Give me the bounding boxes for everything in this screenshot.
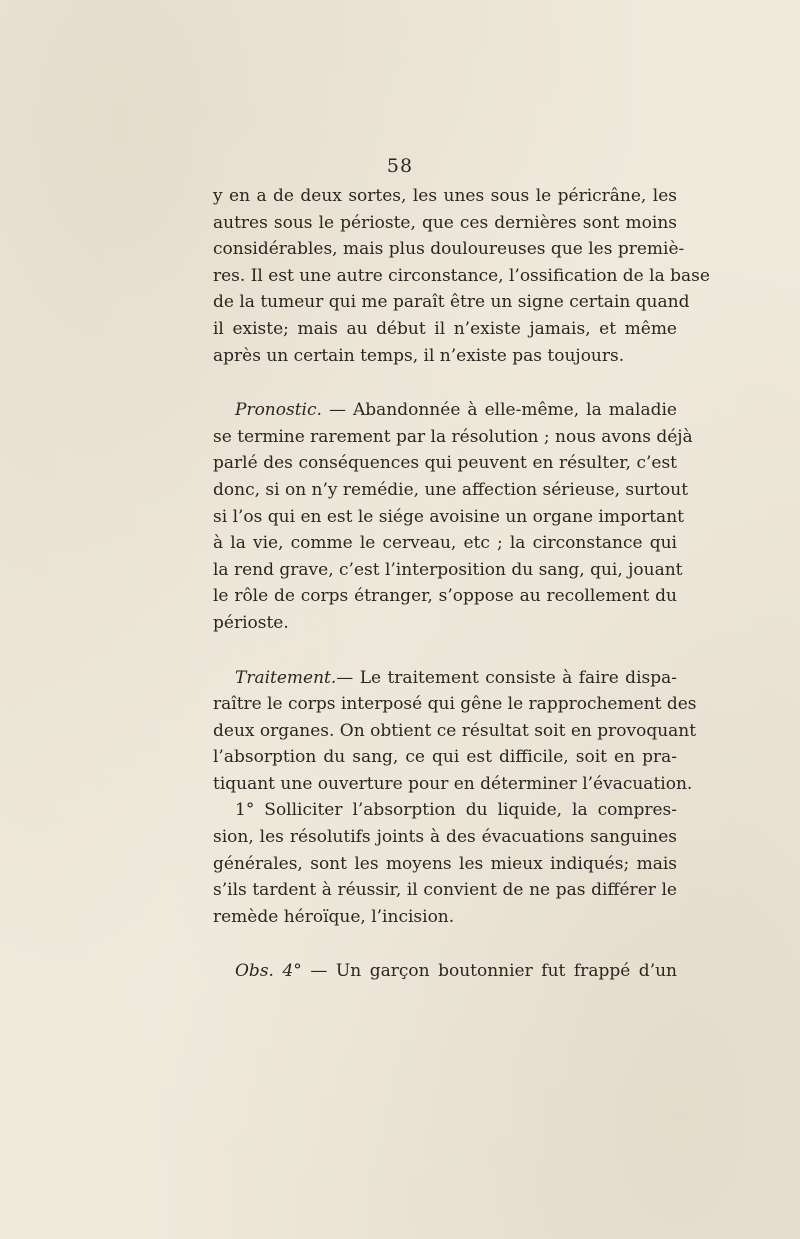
text-line	[213, 397, 677, 424]
text-line: générales, sont les moyens les mieux indiqués; mais	[213, 853, 677, 874]
text-line: s’ils tardent à réussir, il convient de ne pas différer le	[213, 880, 677, 901]
text-line: la rend grave, c’est l’interposition du sang, qui, jouant	[213, 559, 683, 580]
paragraph-solliciter	[213, 797, 677, 930]
text-line	[213, 958, 677, 985]
text-line	[213, 665, 677, 692]
paragraph-traitement	[213, 665, 697, 798]
text-line: il existe; mais au début il n’existe jamais, et même	[213, 318, 677, 339]
text-line: si l’os qui en est le siége avoisine un organe important	[213, 506, 684, 527]
text-line: l’absorption du sang, ce qui est difficile, soit en pra-	[213, 747, 677, 768]
text-line: remède héroïque, l’incision.	[213, 906, 455, 927]
text-line: 1° Solliciter l’absorption du liquide, la compres-	[235, 800, 677, 821]
text-line: considérables, mais plus douloureuses que les premiè-	[213, 239, 685, 260]
text-line: se termine rarement par la résolution ; nous avons déjà	[213, 426, 693, 447]
text-line: autres sous le périoste, que ces dernières sont moins	[213, 212, 677, 233]
section-heading: Pronostic.	[235, 400, 322, 421]
text-fragment: — Le traitement consiste à faire dispa-	[336, 667, 677, 688]
paragraph-intro	[213, 183, 710, 369]
text-line: le rôle de corps étranger, s’oppose au recollement du	[213, 586, 677, 607]
page-number: 58	[386, 155, 414, 177]
section-heading: Traitement.	[235, 667, 337, 688]
text-line: périoste.	[213, 612, 289, 633]
text-line: donc, si on n’y remédie, une affection sérieuse, surtout	[213, 479, 689, 500]
paragraph-observation	[213, 958, 677, 985]
text-line: res. Il est une autre circonstance, l’ossification de la base	[213, 265, 710, 286]
page-text	[213, 183, 710, 985]
paragraph-pronostic	[213, 397, 693, 636]
text-line: y en a de deux sortes, les unes sous le péricrâne, les	[213, 186, 677, 206]
text-fragment: — Abandonnée à elle-même, la maladie	[321, 400, 677, 421]
section-heading: Obs. 4°	[235, 961, 302, 982]
text-fragment: — Un garçon boutonnier fut frappé d’un	[301, 961, 677, 982]
text-line: de la tumeur qui me paraît être un signe certain quand	[213, 292, 690, 313]
text-line: raître le corps interposé qui gêne le rapprochement des	[213, 694, 697, 715]
text-line: deux organes. On obtient ce résultat soit en provoquant	[213, 720, 697, 741]
text-line: après un certain temps, il n’existe pas toujours.	[213, 345, 625, 366]
text-line: parlé des conséquences qui peuvent en résulter, c’est	[213, 453, 677, 474]
text-line: tiquant une ouverture pour en déterminer l’évacuation.	[213, 773, 693, 794]
text-line: sion, les résolutifs joints à des évacuations sanguines	[213, 827, 677, 848]
text-line: à la vie, comme le cerveau, etc ; la circonstance qui	[213, 533, 677, 554]
